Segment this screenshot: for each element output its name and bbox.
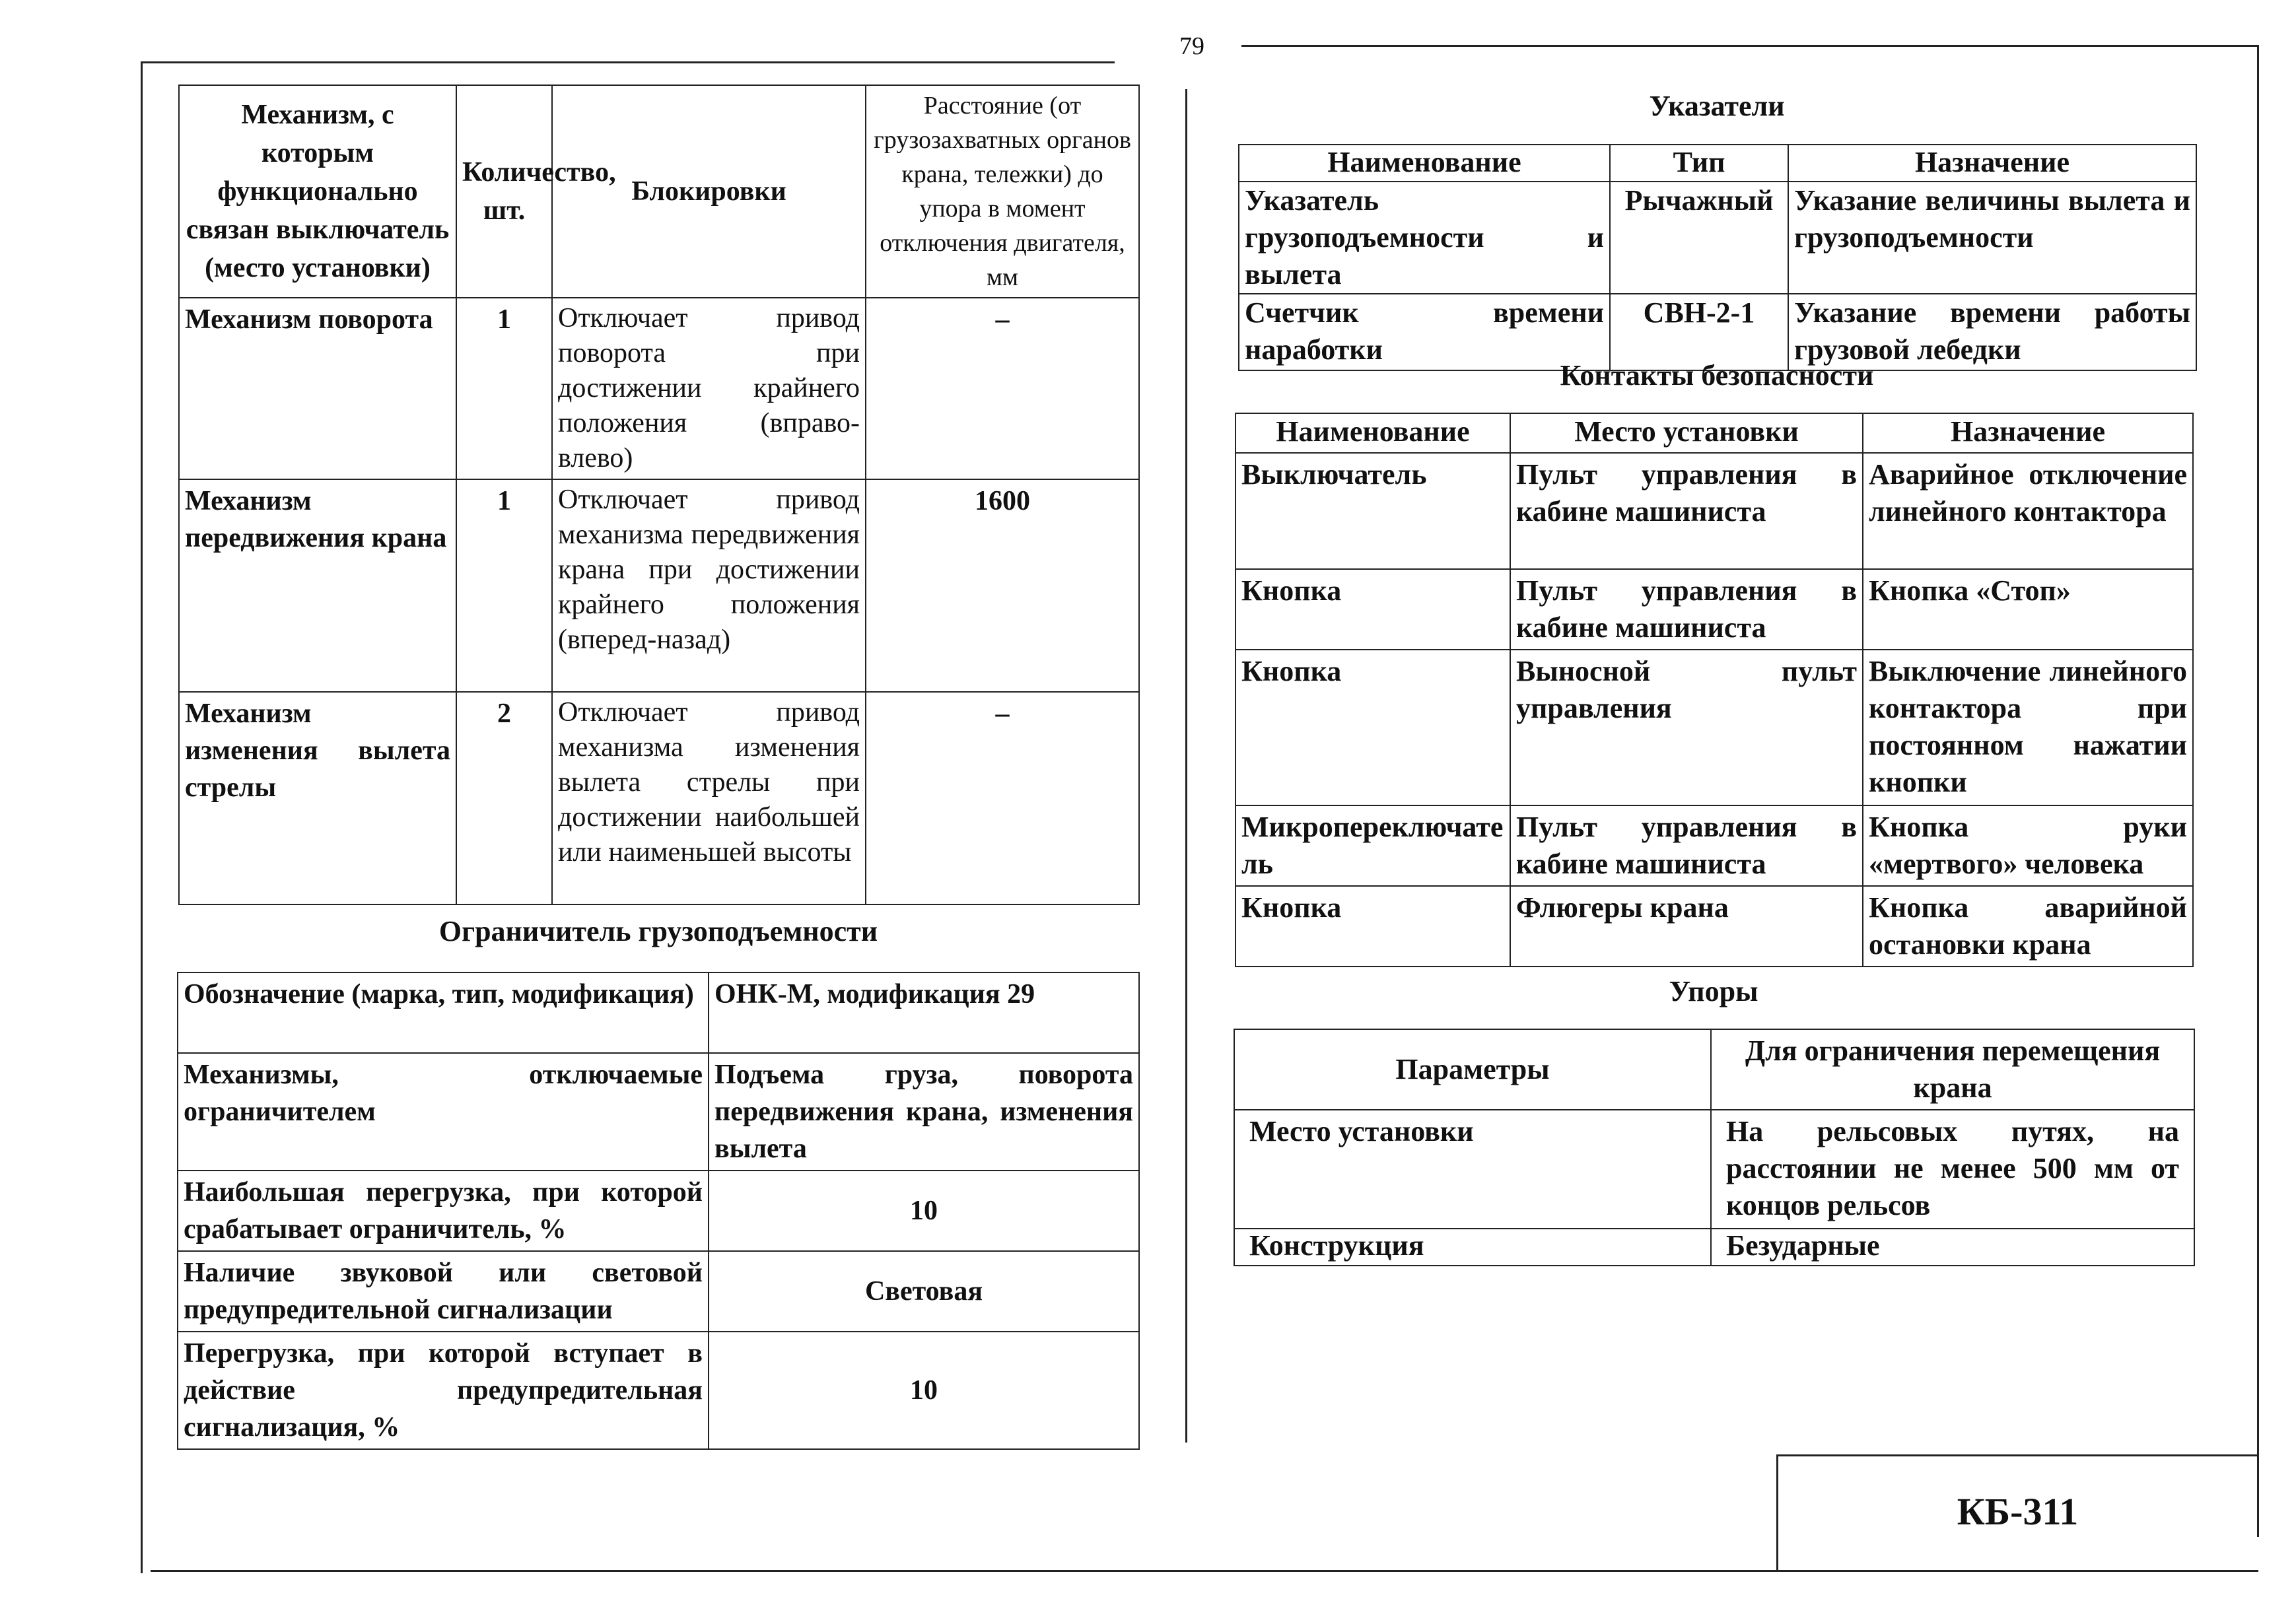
safety-purpose: Кнопка «Стоп» [1863, 569, 2193, 650]
stops-table [1234, 1029, 2195, 1266]
table-row [1235, 569, 2193, 650]
frame-top-right [1241, 45, 2258, 47]
frame-right [2257, 45, 2259, 1537]
mechanism-cell: Механизм изменения вылета стрелы [179, 692, 456, 904]
header-params: Параметры [1234, 1029, 1711, 1110]
table-row [1235, 886, 2193, 967]
safety-purpose: Кнопка руки «мертвого» человека [1863, 805, 2193, 886]
frame-top-left [141, 61, 1115, 63]
safety-name: Микропереключатель [1235, 805, 1510, 886]
header-distance: Расстояние (от грузозахватных органов крана, тележки) до упора в момент отключения двигателя, мм [866, 85, 1139, 298]
quantity-cell: 1 [456, 479, 552, 692]
limiter-value: 10 [709, 1171, 1139, 1251]
header-name: Наименование [1235, 413, 1510, 453]
lock-cell: Отключает привод поворота при достижении крайнего положения (вправо-влево) [552, 298, 866, 479]
indicators-title: Указатели [1649, 90, 1785, 122]
header-crane-limit: Для ограничения перемещения крана [1711, 1029, 2194, 1110]
limiter-label: Наибольшая перегрузка, при которой срабатывает ограничитель, % [178, 1171, 709, 1251]
table-header-row [1239, 145, 2196, 182]
safety-purpose: Выключение линейного контактора при постоянном нажатии кнопки [1863, 650, 2193, 805]
header-mechanism: Механизм, с которым функционально связан выключатель (место установки) [179, 85, 456, 298]
indicators-table [1238, 144, 2197, 371]
safety-name: Кнопка [1235, 569, 1510, 650]
frame-left [141, 61, 143, 1573]
frame-bottom [151, 1570, 2258, 1572]
table-row [178, 972, 1139, 1053]
stops-param: Место установки [1234, 1110, 1711, 1229]
distance-cell: 1600 [866, 479, 1139, 692]
safety-place: Пульт управления в кабине машиниста [1510, 569, 1863, 650]
switches-table [178, 85, 1140, 905]
safety-purpose: Аварийное отключение линейного контактора [1863, 453, 2193, 569]
header-place: Место установки [1510, 413, 1863, 453]
limiter-value: ОНК-М, модификация 29 [709, 972, 1139, 1053]
stops-param: Конструкция [1234, 1229, 1711, 1266]
limiter-label: Механизмы, отключаемые ограничителем [178, 1053, 709, 1171]
limiter-table [177, 972, 1140, 1450]
indicator-purpose: Указание величины вылета и грузоподъемности [1788, 182, 2196, 294]
safety-place: Пульт управления в кабине машиниста [1510, 453, 1863, 569]
indicator-type: СВН-2-1 [1610, 294, 1788, 370]
table-row [1234, 1229, 2194, 1266]
safety-title: Контакты безопасности [1560, 359, 1874, 391]
table-row [178, 1251, 1139, 1332]
header-type: Тип [1610, 145, 1788, 182]
stamp-box [1776, 1454, 2257, 1570]
page-number: 79 [1179, 32, 1204, 60]
table-row [178, 1332, 1139, 1449]
quantity-cell: 2 [456, 692, 552, 904]
table-row [179, 298, 1139, 479]
table-row [1235, 453, 2193, 569]
stops-title: Упоры [1669, 975, 1758, 1007]
safety-name: Выключатель [1235, 453, 1510, 569]
quantity-cell: 1 [456, 298, 552, 479]
mechanism-cell: Механизм поворота [179, 298, 456, 479]
safety-name: Кнопка [1235, 886, 1510, 967]
table-row [1235, 805, 2193, 886]
header-name: Наименование [1239, 145, 1610, 182]
stamp-label: КБ-311 [1957, 1490, 2079, 1533]
table-row [178, 1053, 1139, 1171]
header-locks: Блокировки [552, 85, 866, 298]
safety-table [1235, 413, 2194, 967]
header-purpose: Назначение [1863, 413, 2193, 453]
table-header-row [1235, 413, 2193, 453]
table-row [1235, 650, 2193, 805]
table-row [1239, 182, 2196, 294]
center-divider [1185, 89, 1187, 1443]
safety-purpose: Кнопка аварийной остановки крана [1863, 886, 2193, 967]
distance-cell: – [866, 298, 1139, 479]
header-quantity: Количество, шт. [456, 85, 552, 298]
table-row [178, 1171, 1139, 1251]
safety-place: Выносной пульт управления [1510, 650, 1863, 805]
limiter-title: Ограничитель грузоподъемности [438, 915, 878, 947]
table-header-row [179, 85, 1139, 298]
header-purpose: Назначение [1788, 145, 2196, 182]
safety-place: Пульт управления в кабине машиниста [1510, 805, 1863, 886]
indicator-name: Указатель грузоподъемности и вылета [1239, 182, 1610, 294]
safety-place: Флюгеры крана [1510, 886, 1863, 967]
indicator-name: Счетчик времени наработки [1239, 294, 1610, 370]
distance-cell: – [866, 692, 1139, 904]
table-header-row [1234, 1029, 2194, 1110]
limiter-value: Световая [709, 1251, 1139, 1332]
stops-value: На рельсовых путях, на расстоянии не менее 500 мм от концов рельсов [1711, 1110, 2194, 1229]
limiter-label: Перегрузка, при которой вступает в действие предупредительная сигнализация, % [178, 1332, 709, 1449]
lock-cell: Отключает привод механизма передвижения крана при достижении крайнего положения (вперед-назад) [552, 479, 866, 692]
indicator-type: Рычажный [1610, 182, 1788, 294]
safety-name: Кнопка [1235, 650, 1510, 805]
lock-cell: Отключает привод механизма изменения вылета стрелы при достижении наибольшей или наименьшей высоты [552, 692, 866, 904]
table-row [179, 479, 1139, 692]
mechanism-cell: Механизм передвижения крана [179, 479, 456, 692]
table-row [1234, 1110, 2194, 1229]
limiter-value: Подъема груза, поворота передвижения крана, изменения вылета [709, 1053, 1139, 1171]
table-row [179, 692, 1139, 904]
stops-value: Безударные [1711, 1229, 2194, 1266]
limiter-label: Наличие звуковой или световой предупредительной сигнализации [178, 1251, 709, 1332]
limiter-value: 10 [709, 1332, 1139, 1449]
indicator-purpose: Указание времени работы грузовой лебедки [1788, 294, 2196, 370]
limiter-label: Обозначение (марка, тип, модификация) [178, 972, 709, 1053]
